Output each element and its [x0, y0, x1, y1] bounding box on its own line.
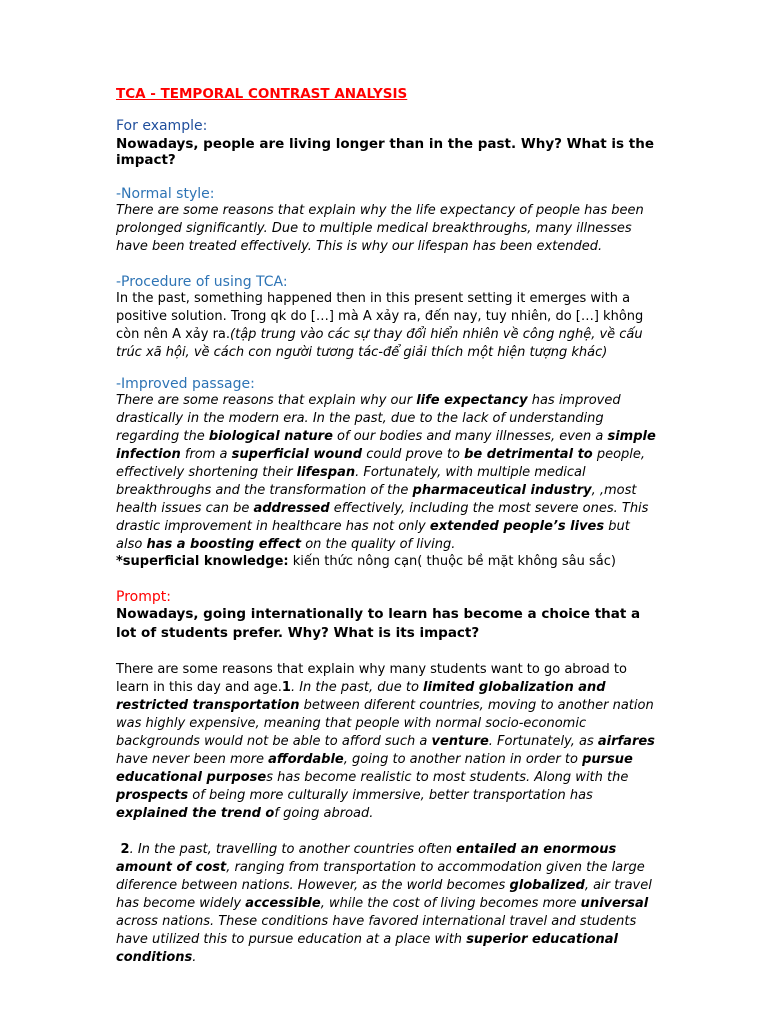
answer-paragraph-1: There are some reasons that explain why many students want to go abroad to learn in this day and age.1. In the past, due to limited globalization and restricted transportation between diferent countries, moving to another nation was highly expensive, meaning that people with normal socio-economic backgrounds would not be able to afford such a venture. Fortunately, as airfares have never been more affordable, going to another nation in order to pursue educational purposes has become realistic to most students. Along with the prospects of being more culturally immersive, better transportation has explained the trend of going abroad.	[116, 662, 655, 821]
prompt-question: Nowadays, going internationally to learn has become a choice that a lot of students prefer. Why? What is its impact?	[116, 606, 641, 641]
keyword: pursue educational purpose	[116, 752, 633, 785]
normal-style-text: There are some reasons that explain why the life expectancy of people has been prolonged significantly. Due to multiple medical breakthroughs, many illnesses have been treated effectively. This is why our lifespan has been extended.	[116, 203, 644, 254]
answer-intro: There are some reasons that explain why many students want to go abroad to learn in this day and age.	[116, 662, 627, 695]
keyword: be detrimental to	[464, 447, 593, 462]
keyword: venture	[431, 734, 489, 749]
keyword: accessible	[245, 896, 321, 911]
keyword: superficial wound	[231, 447, 363, 462]
improved-heading: -Improved passage:	[116, 376, 255, 392]
keyword: affordable	[268, 752, 344, 767]
example-heading: For example:	[116, 118, 208, 134]
procedure-paragraph	[116, 290, 656, 362]
keyword: biological nature	[208, 429, 333, 444]
keyword: pharmaceutical industry	[412, 483, 592, 498]
keyword: has a boosting effect	[146, 537, 302, 552]
example-question: Nowadays, people are living longer than in the past. Why? What is the impact?	[116, 136, 655, 168]
document-title: TCA - TEMPORAL CONTRAST ANALYSIS	[116, 86, 408, 102]
normal-style-heading: -Normal style:	[116, 186, 215, 202]
keyword: addressed	[253, 501, 330, 516]
document-page	[116, 86, 656, 967]
superficial-label: *superficial knowledge:	[116, 554, 289, 569]
keyword: airfares	[597, 734, 655, 749]
keyword: extended people’s lives	[429, 519, 605, 534]
keyword: simple infection	[116, 429, 656, 462]
keyword: superior educational conditions	[116, 932, 618, 965]
procedure-note: (tập trung vào các sự thay đổi hiển nhiên về công nghệ, về cấu trúc xã hội, về cách con người tương tác-để giải thích một hiện tượng khác)	[116, 327, 643, 360]
improved-passage: There are some reasons that explain why our life expectancy has improved drastically in the modern era. In the past, due to the lack of understanding regarding the biological nature of our bodies and many illnesses, even a simple infection from a superficial wound could prove to be detrimental to people, effectively shortening their lifespan. Fortunately, with multiple medical breakthroughs and the transformation of the pharmaceutical industry, ,most health issues can be addressed effectively, including the most severe ones. This drastic improvement in healthcare has not only extended people’s lives but also has a boosting effect on the quality of living.	[116, 393, 656, 552]
keyword: lifespan	[296, 465, 356, 480]
point-number: 2	[116, 842, 130, 857]
superficial-text: kiến thức nông cạn( thuộc bề mặt không sâu sắc)	[288, 554, 616, 569]
keyword: universal	[580, 896, 649, 911]
prompt-heading: Prompt:	[116, 589, 171, 605]
keyword: life expectancy	[416, 393, 528, 408]
procedure-text: In the past, something happened then in this present setting it emerges with a positive solution. Trong qk do […] mà A xảy ra, đến nay, tuy nhiên, do […] không còn nên A xảy ra.	[116, 291, 644, 342]
keyword: globalized	[509, 878, 585, 893]
keyword: explained the trend o	[116, 806, 275, 821]
keyword: prospects	[116, 788, 189, 803]
keyword: limited globalization and restricted transportation	[116, 680, 606, 713]
answer-paragraph-2: 2. In the past, travelling to another countries often entailed an enormous amount of cost, ranging from transportation to accommodation given the large diference between nations. However, as the world becomes globalized, air travel has become widely accessible, while the cost of living becomes more universal across nations. These conditions have favored international travel and students have utilized this to pursue education at a place with superior educational conditions.	[116, 842, 652, 965]
procedure-heading: -Procedure of using TCA:	[116, 274, 288, 290]
point-number: 1	[281, 680, 291, 695]
superficial-note	[116, 554, 656, 569]
keyword: entailed an enormous amount of cost	[116, 842, 617, 875]
